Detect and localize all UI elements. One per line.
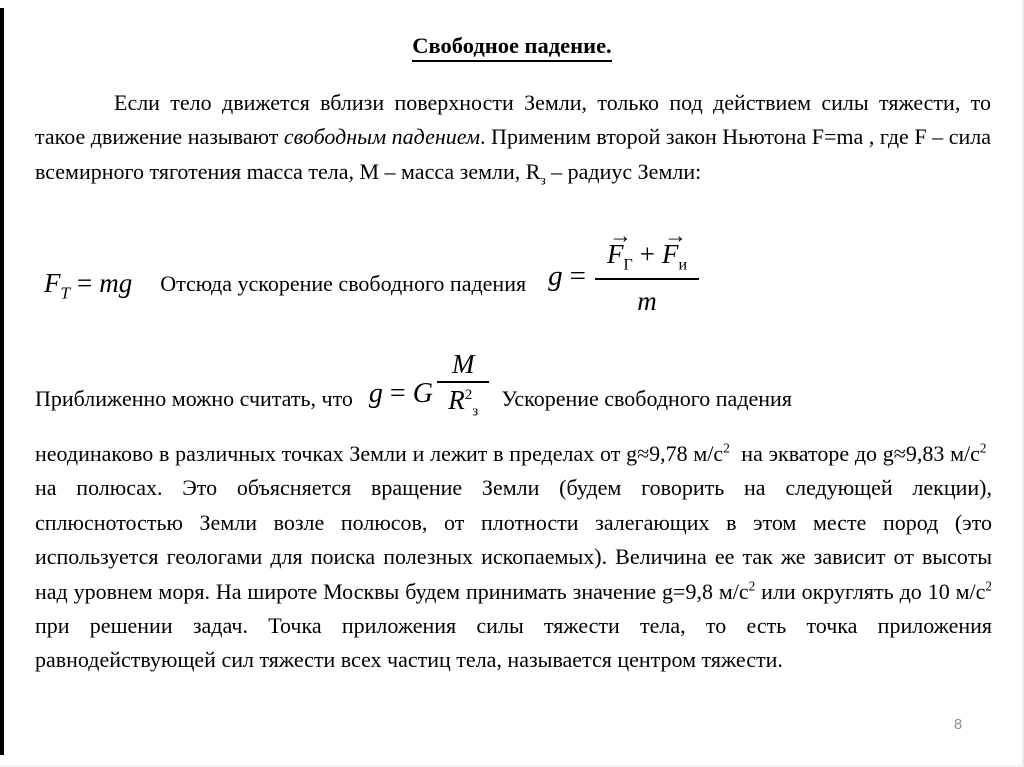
var-M: M	[451, 349, 475, 379]
vector-arrow: →	[608, 223, 632, 248]
slide-title: Свободное падение.	[412, 33, 611, 62]
fraction-denominator: m	[637, 286, 657, 317]
formula-F: F	[44, 268, 61, 298]
weight-force-formula	[44, 224, 132, 303]
subscript-gravity: Г	[623, 256, 633, 274]
subscript-earth: з	[472, 403, 479, 420]
equals-sign: =	[569, 260, 586, 292]
fraction-denominator	[448, 383, 478, 419]
vector-F-inertia	[661, 223, 687, 269]
var-g: g	[548, 260, 563, 292]
slide-left-border	[0, 8, 4, 755]
vector-F-gravity	[606, 223, 632, 269]
acceleration-caption: Отсюда ускорение свободного падения	[160, 271, 527, 296]
fraction-numerator	[437, 346, 490, 383]
vector-arrow: →	[663, 223, 687, 248]
var-F-inertia: F	[661, 239, 679, 269]
paragraph-g-variation: неодинаково в различных точках Земли и лежит в пределах от g≈9,78 $м/с^2$ на экваторе до g≈9,83 $м/с^2$ на полюсах. Это объясняется вращение Земли (будем говорить на следующей лекции), сплюснотостью Земли возле полюсов, от плотности залегающих в этом месте пород (это используется геологами для поиска полезных ископаемых). Величина ее так же зависит от высоты над уровнем моря. На широте Москвы будем принимать значение g=9,8 $м/с^2$ или округлять до 10 $м/с^2$ при решении задач. Точка приложения силы тяжести тела, то есть точка приложения равнодействующей сил тяжести всех частиц тела, называется центром тяжести.	[35, 440, 992, 673]
plus-sign: +	[639, 239, 655, 269]
slide-title-wrap	[0, 33, 1024, 62]
approx-formula-lhs	[369, 344, 433, 410]
page-number: 8	[953, 716, 963, 733]
superscript-2: 2	[464, 387, 473, 404]
acceleration-caption-2: Ускорение свободного падения	[501, 386, 792, 411]
equals-sign: =	[389, 378, 406, 409]
mass-radius-fraction	[437, 346, 490, 420]
formula-row-approx	[35, 344, 792, 420]
formula-mg: mg	[99, 268, 133, 298]
force-fraction	[595, 224, 699, 315]
subscript-inertia: и	[678, 256, 687, 274]
paragraph-free-fall-definition: Если тело движется вблизи поверхности Земли, только под действием силы тяжести, то такое движение называют свободным падением. Применим второй закон Ньютона F=ma , где F – сила всемирного тяготения macca тела, М – масса земли, $R_з$ – радиус Земли:	[35, 90, 991, 188]
approx-intro-text: Приближенно можно считать, что	[35, 386, 353, 411]
var-g: g	[368, 378, 383, 409]
fraction-numerator	[595, 224, 699, 280]
formula-row-weight	[44, 224, 699, 315]
gravity-approx-formula	[369, 344, 490, 420]
formula-g-lhs	[548, 224, 593, 293]
equals-sign: =	[76, 268, 93, 298]
free-fall-acceleration-formula	[548, 224, 699, 315]
var-R: R	[448, 385, 465, 416]
var-F-gravity: F	[606, 239, 624, 269]
var-G: G	[412, 378, 433, 409]
formula-F-subscript: Т	[60, 283, 70, 303]
